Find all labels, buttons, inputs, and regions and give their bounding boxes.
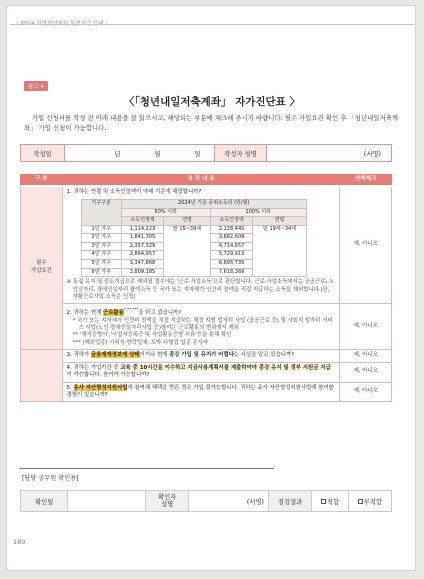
- income-table-title: 2024년 기준 중위소득의 (원/월): [121, 199, 306, 208]
- header-rule: [10, 24, 414, 25]
- question-1: 1. 귀하는 연령 및 소득인정액이 아래 기준에 해당합니까?: [66, 188, 202, 195]
- page-title: 〈「청년내일저축계좌」 자가진단표 〉: [124, 96, 300, 108]
- result-ok-checkbox[interactable]: 적합: [312, 491, 349, 512]
- question-row-2: [21, 304, 392, 350]
- income-header-100: 소득인정액: [210, 217, 253, 226]
- signature-table: [20, 144, 392, 162]
- question-4: 4. 귀하는 가입기간 중 교육 중 10시간을 이수하고 지금사용계획서를 제출하여야 종강 유지 및 정부 지원금 지급이 가능합니다. 참여가 가능합니까?: [66, 364, 331, 379]
- writer-signature-field[interactable]: (서명): [267, 145, 392, 162]
- category-required: 필수 가입요건: [21, 186, 63, 350]
- answer-5[interactable]: 예, 아니오: [340, 382, 392, 402]
- header-items: 점 검 내 용: [62, 175, 340, 186]
- answer-3[interactable]: 예, 아니오: [340, 350, 392, 362]
- question-row-5: [21, 382, 392, 402]
- running-header: | 2024 자산형성지원 통장사업 안내 |: [17, 21, 108, 27]
- age-range-50: 만 15~39세: [164, 225, 210, 277]
- confirm-date-label: 확인일: [21, 491, 68, 512]
- table-row: 3인 가구 2,357,329 4,714,657: [81, 242, 306, 251]
- question-row-1: [21, 186, 392, 304]
- question-2-note-3: *** (제외업종) 사치성·향락업체, 도박·사행업 업종 종사자: [72, 339, 209, 346]
- income-note: ※ 동점 유지 및 중도지급으로 예외될 경우에는 '근로·사업소득'으로 판단합니다. 근로·사업소득에서는 공공근로, 노인일자리, 장애인일자리 참여소득 등 국가 또는 지자체가 인건비 전액을 직접 지급하는 소득을 제외합니다.(단, 자활근로사업 소득은 인정): [66, 279, 335, 301]
- staff-confirm-table: [20, 490, 392, 512]
- table-row: 6인 가구 3,809,185 7,618,369: [81, 268, 306, 277]
- checkbox-icon: [321, 499, 326, 504]
- checklist-table: [20, 174, 392, 402]
- answer-2[interactable]: 예, 아니오: [340, 304, 392, 350]
- question-2-note-1: * 국가 또는 지자체가 인건비 전액을 직접 지급하는 재정 지원 일자리 사업 (공공근로 등) 및 사회적 일자리 서비스 사업(노인·장애인일자리사업 등)참여는 근로활동의 범위에서 제외: [72, 317, 333, 332]
- checkbox-icon: [358, 499, 363, 504]
- intro-paragraph: 가입 신청서를 작성 전 아래 내용을 잘 읽으시고, 해당되는 부분에 체크해 주시기 바랍니다. 필수 가입요건 확인 후 「청년내일저축계좌」 가입 신청이 가능합니다.: [24, 114, 398, 133]
- answer-1[interactable]: 예, 아니오: [340, 186, 392, 304]
- header-category: 구 분: [21, 175, 63, 186]
- confirm-date-field[interactable]: [68, 491, 146, 512]
- confirmer-label: 확인자 성명: [146, 491, 189, 512]
- question-2: 2. 귀하는 현재 근로활동*,**,***을 하고 있습니까?: [66, 307, 182, 317]
- table-row: 4인 가구 2,864,957 5,729,913: [81, 251, 306, 260]
- confirmer-signature-field[interactable]: (서명): [189, 491, 269, 512]
- page-number: 180: [13, 538, 26, 546]
- table-row: 1인 가구 1,114,223 만 15~39세 2,228,445 만 19세~34세: [81, 225, 306, 234]
- result-ng-checkbox[interactable]: 부적합: [348, 491, 391, 512]
- date-label: 작성일: [21, 145, 65, 162]
- question-2-note-2: ** '재직증명서','사업자등록증 및 사업활동증명 서류'등을 통해 확인: [72, 332, 232, 339]
- table-row: 2인 가구 1,841,305 3,682,609: [81, 234, 306, 243]
- household-header: 가구구분: [81, 199, 121, 225]
- median-100-header: 100% 이하: [210, 208, 306, 217]
- result-label: 점검결과: [269, 491, 312, 512]
- question-row-4: [21, 362, 392, 382]
- table-row: 5인 가구 3,347,868 6,695,735: [81, 260, 306, 269]
- age-range-100: 만 19세~34세: [253, 225, 306, 277]
- income-header-50: 소득인정액: [121, 217, 164, 226]
- question-5: 5. 유사 자산형성지원사업에 참여해 혜택을 받은 경우 가입 불가능합니다. 귀하는 유사 자산형성지원사업에 참여한 경험이 있습니까?: [66, 384, 334, 398]
- age-header-100: 연령: [253, 217, 306, 226]
- answer-4[interactable]: 예, 아니오: [340, 362, 392, 382]
- staff-section-label: [담당 공무원 확인용]: [22, 475, 79, 482]
- date-field[interactable]: 년 월 일: [65, 145, 215, 162]
- question-3: 3. 귀하가 금융제재정보에 상태이거나 현재 종강 가입 및 유지가 어렵다는 사실을 알고 있습니까?: [66, 352, 294, 359]
- reference-tag: 참고 4: [24, 81, 48, 91]
- median-50-header: 50% 이하: [121, 208, 210, 217]
- question-row-3: [21, 350, 392, 362]
- age-header-50: 연령: [164, 217, 210, 226]
- income-table: [81, 199, 307, 277]
- staff-divider: [20, 468, 274, 469]
- header-check: 선택체크: [340, 175, 392, 186]
- writer-label: 작성자 성명: [215, 145, 267, 162]
